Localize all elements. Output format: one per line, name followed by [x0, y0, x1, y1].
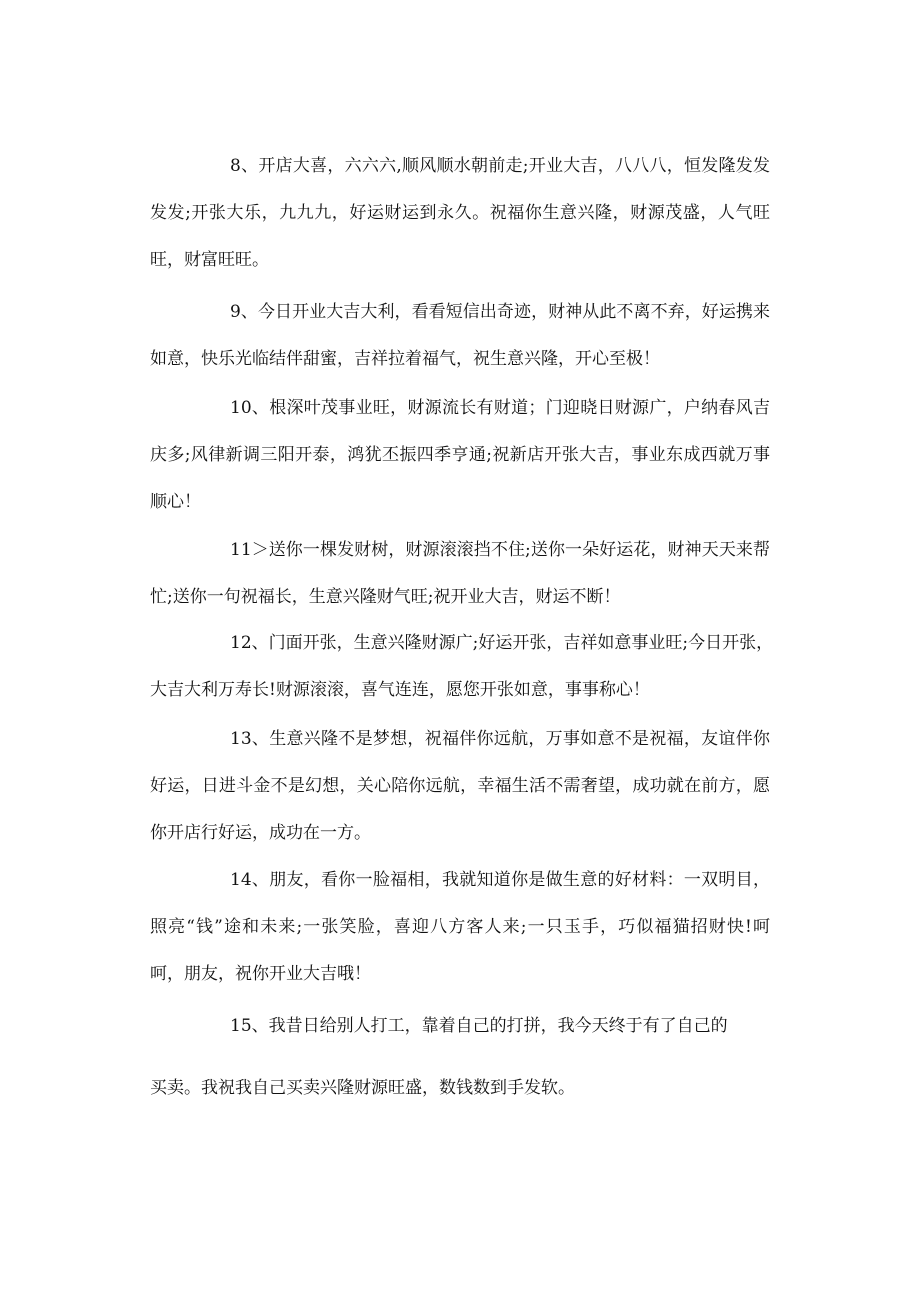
paragraph-line: 8、开店大喜，六六六,顺风顺水朝前走;开业大吉，八八八，恒发隆发发: [230, 156, 770, 176]
paragraph-line: 买卖。我祝我自己买卖兴隆财源旺盛，数钱数到手发软。: [150, 1078, 575, 1098]
paragraph-line: 15、我昔日给别人打工，靠着自己的打拼，我今天终于有了自己的: [230, 1016, 728, 1036]
paragraph-line: 9、今日开业大吉大利，看看短信出奇迹，财神从此不离不弃，好运携来: [230, 302, 770, 322]
paragraph-line: 旺，财富旺旺。: [150, 250, 269, 270]
paragraph-line: 大吉大利万寿长!财源滚滚，喜气连连，愿您开张如意，事事称心！: [150, 680, 650, 700]
paragraph-line: 顺心！: [150, 492, 201, 512]
paragraph-line: 呵，朋友，祝你开业大吉哦！: [150, 964, 371, 984]
paragraph-line: 你开店行好运，成功在一方。: [150, 823, 371, 843]
paragraph-line: 发发;开张大乐，九九九，好运财运到永久。祝福你生意兴隆，财源茂盛，人气旺: [150, 203, 770, 223]
paragraph-line: 14、朋友，看你一脸福相，我就知道你是做生意的好材料：一双明目，: [230, 870, 770, 890]
paragraph-line: 13、生意兴隆不是梦想，祝福伴你远航，万事如意不是祝福，友谊伴你: [230, 729, 770, 749]
paragraph-line: 好运，日进斗金不是幻想，关心陪你远航，幸福生活不需奢望，成功就在前方，愿: [150, 776, 770, 796]
paragraph-line: 照亮“钱”途和未来;一张笑脸，喜迎八方客人来;一只玉手，巧似福猫招财快!呵: [150, 917, 770, 937]
paragraph-line: 12、门面开张，生意兴隆财源广;好运开张，吉祥如意事业旺;今日开张，: [230, 633, 774, 653]
paragraph-line: 如意，快乐光临结伴甜蜜，吉祥拉着福气，祝生意兴隆，开心至极！: [150, 349, 660, 369]
paragraph-line: 忙;送你一句祝福长，生意兴隆财气旺;祝开业大吉，财运不断！: [150, 587, 621, 607]
paragraph-line: 11＞送你一棵发财树，财源滚滚挡不住;送你一朵好运花，财神天天来帮: [230, 540, 770, 560]
paragraph-line: 10、根深叶茂事业旺，财源流长有财道；门迎晓日财源广，户纳春风吉: [230, 398, 770, 418]
paragraph-line: 庆多;风律新调三阳开泰，鸿犹丕振四季亨通;祝新店开张大吉，事业东成西就万事: [150, 445, 770, 465]
